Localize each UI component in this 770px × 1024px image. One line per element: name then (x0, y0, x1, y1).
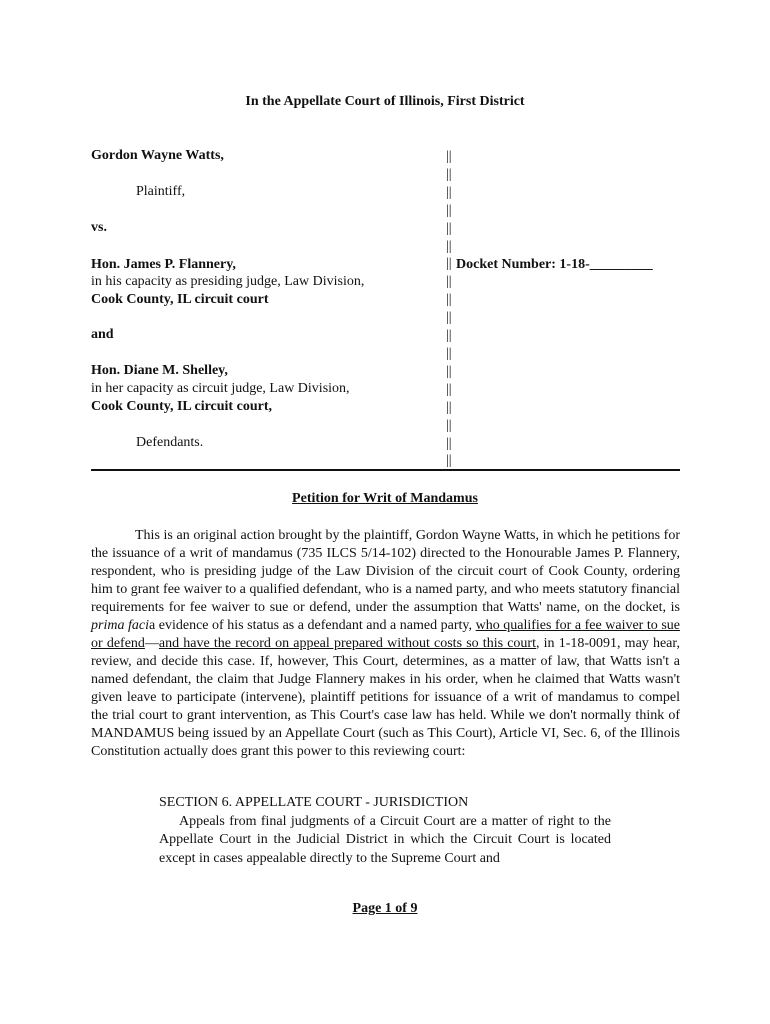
quote-title: SECTION 6. APPELLATE COURT - JURISDICTION (159, 795, 469, 810)
conjunction-and: and (91, 327, 114, 342)
block-quote (159, 794, 611, 868)
defendant1-capacity: in his capacity as presiding judge, Law Division, (91, 274, 365, 289)
quote-text: Appeals from final judgments of a Circuit Court are a matter of right to the Appellate Court in the Judicial District in which the Circuit Court is located except in cases appealable directly to the Supreme Court and (159, 813, 611, 866)
page-number: Page 1 of 9 (352, 901, 418, 916)
body-dash: — (144, 636, 159, 651)
defendant2-name: Hon. Diane M. Shelley, (91, 363, 228, 378)
body-text-1: This is an original action brought by the plaintiff, Gordon Wayne Watts, in which he petitions for the issuance of a writ of mandamus (735 ILCS 5/14-102) directed to the Honourable James P. Flannery, respondent, who is presiding judge of the Law Division of the circuit court of Cook County, ordering him to grant fee waiver to a qualified defendant, who is a named party, and who meets statutory financial requirements for fee waiver to sue or defend, under the assumption that Watts' name, on the docket, is (91, 528, 680, 615)
caption-divider: || || || || || || || || || || || || || || || || || || (446, 149, 452, 469)
caption-rule (91, 469, 680, 471)
court-title: In the Appellate Court of Illinois, First District (245, 94, 525, 109)
body-text-3: , in 1-18-0091, may hear, review, and decide this case. If, however, This Court, determines, as a matter of law, that Watts isn't a named defendant, the claim that Judge Flannery makes in his order, when he claimed that Watts wasn't given leave to participate (intervene), plaintiff petitions for issuance of a writ of mandamus to compel the trial court to grant intervention, as This Court's case law has held. While we don't normally think of MANDAMUS being issued by an Appellate Court (such as This Court), Article VI, Sec. 6, of the Illinois Constitution actually does grant this power to this reviewing court: (91, 636, 680, 759)
plaintiff-role: Plaintiff, (136, 184, 186, 199)
plaintiff-name: Gordon Wayne Watts, (91, 148, 224, 163)
body-text-2: a evidence of his status as a defendant and a named party, (149, 618, 476, 633)
defendant1-court: Cook County, IL circuit court (91, 292, 269, 307)
defendant2-court: Cook County, IL circuit court, (91, 399, 272, 414)
defendant1-name: Hon. James P. Flannery, (91, 257, 236, 272)
body-italic: prima faci (91, 618, 149, 633)
body-underline-2: and have the record on appeal prepared without costs so this court (158, 636, 536, 651)
docket-number: Docket Number: 1-18-_________ (456, 257, 653, 272)
petition-title: Petition for Writ of Mandamus (292, 491, 478, 506)
body-paragraph (91, 527, 680, 761)
defendant2-capacity: in her capacity as circuit judge, Law Division, (91, 381, 350, 396)
defendants-role: Defendants. (136, 435, 204, 450)
body-underline-1: who qualifies for a fee waiver to sue or defend (91, 618, 680, 651)
versus-label: vs. (91, 220, 107, 235)
